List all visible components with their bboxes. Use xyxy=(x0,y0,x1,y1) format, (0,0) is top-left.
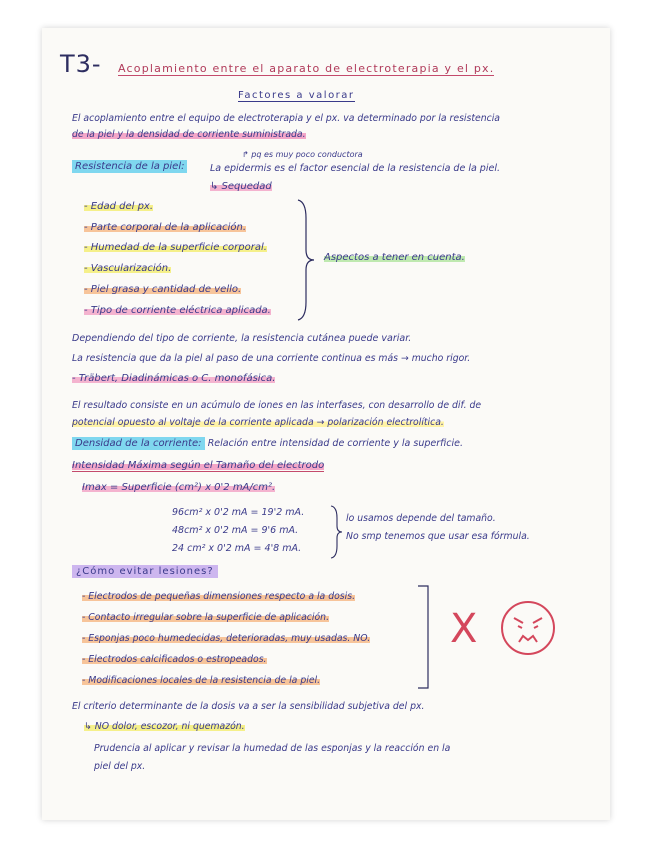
intensidad-formula: Imax = Superficie (cm²) x 0'2 mA/cm². xyxy=(82,482,276,493)
factors-note-text: Aspectos a tener en cuenta. xyxy=(324,252,465,263)
factor-item xyxy=(84,201,153,212)
title-row xyxy=(60,50,102,78)
resistencia-note-text: ↱ pq es muy poco conductora xyxy=(242,150,363,159)
lesiones-bracket xyxy=(414,584,436,690)
intro-text-2: de la piel y la densidad de corriente suministrada. xyxy=(72,129,306,140)
factor-item xyxy=(84,263,171,274)
lesion-item xyxy=(82,675,320,686)
calc-line xyxy=(172,507,304,518)
sequedad-row xyxy=(210,181,272,192)
dependiendo-line-1 xyxy=(72,333,411,344)
resistencia-text-row xyxy=(210,163,500,174)
lesion-item xyxy=(82,591,355,602)
calc-line xyxy=(172,543,301,554)
page-subtitle: Factores a valorar xyxy=(238,90,355,101)
resultado-text-2: potencial opuesto al voltaje de la corriente aplicada → polarización electrolítica. xyxy=(72,417,444,428)
title-text-wrap xyxy=(118,62,494,76)
dependiendo-text-1: Dependiendo del tipo de corriente, la resistencia cutánea puede variar. xyxy=(72,333,412,344)
lesion-item xyxy=(82,612,329,623)
lesion-item xyxy=(82,633,370,644)
intro-text-1: El acoplamiento entre el equipo de electroterapia y el px. va determinado por la resistencia xyxy=(72,113,500,124)
intensidad-formula-row xyxy=(82,482,275,493)
factor-text: - Tipo de corriente eléctrica aplicada. xyxy=(84,305,271,316)
factor-item xyxy=(84,222,246,233)
lesiones-x-text: X xyxy=(450,606,478,652)
factor-text: - Vascularización. xyxy=(84,263,172,274)
lesion-text: - Esponjas poco humedecidas, deterioradas, muy usadas. NO. xyxy=(82,633,371,644)
factor-text: - Edad del px. xyxy=(84,201,154,212)
lesion-text: - Contacto irregular sobre la superficie de aplicación. xyxy=(82,612,330,623)
calcs-note-2 xyxy=(346,531,530,542)
intro-line-2 xyxy=(72,129,306,140)
intensidad-heading: Intensidad Máxima según el Tamaño del electrodo xyxy=(72,460,325,471)
footer-line-2 xyxy=(84,721,245,732)
calc-text: 96cm² x 0'2 mA = 19'2 mA. xyxy=(172,507,305,518)
sequedad-text: ↳ Sequedad xyxy=(210,181,272,192)
lesion-text: - Modificaciones locales de la resistencia de la piel. xyxy=(82,675,321,686)
calcs-note-text-1: lo usamos depende del tamaño. xyxy=(346,513,496,524)
calcs-note-1 xyxy=(346,513,496,524)
factor-item xyxy=(84,242,267,253)
calcs-note-text-2: No smp tenemos que usar esa fórmula. xyxy=(346,531,530,542)
dependiendo-text-3: - Träbert, Diadinámicas o C. monofásica. xyxy=(72,373,276,384)
footer-text-1: El criterio determinante de la dosis va a ser la sensibilidad subjetiva del px. xyxy=(72,701,425,712)
resultado-line-2 xyxy=(72,417,444,428)
footer-text-4: piel del px. xyxy=(94,761,146,772)
calc-text: 24 cm² x 0'2 mA = 4'8 mA. xyxy=(172,543,302,554)
lesiones-heading: ¿Cómo evitar lesiones? xyxy=(72,565,218,578)
resistencia-heading: Resistencia de la piel: xyxy=(72,160,187,173)
factor-item xyxy=(84,284,241,295)
footer-line-4 xyxy=(94,761,145,772)
factor-text: - Piel grasa y cantidad de vello. xyxy=(84,284,242,295)
lesiones-heading-wrap xyxy=(72,566,218,578)
page-title: Acoplamiento entre el aparato de electroterapia y el px. xyxy=(118,62,495,75)
dependiendo-line-3 xyxy=(72,373,275,384)
factor-item xyxy=(84,305,271,316)
title-number: T3- xyxy=(60,50,102,78)
dependiendo-text-2: La resistencia que da la piel al paso de una corriente continua es más → mucho rigor. xyxy=(72,353,471,364)
notebook-page xyxy=(42,28,610,820)
subtitle-wrap xyxy=(238,90,355,102)
factor-text: - Parte corporal de la aplicación. xyxy=(84,222,247,233)
footer-line-3 xyxy=(94,743,450,754)
angry-face-icon xyxy=(498,598,558,658)
resultado-line-1 xyxy=(72,400,481,411)
factor-text: - Humedad de la superficie corporal. xyxy=(84,242,267,253)
calcs-brace xyxy=(328,504,344,560)
resultado-text-1: El resultado consiste en un acúmulo de iones en las interfases, con desarrollo de dif. de xyxy=(72,400,482,411)
calc-text: 48cm² x 0'2 mA = 9'6 mA. xyxy=(172,525,299,536)
resistencia-note xyxy=(242,150,363,159)
factors-note xyxy=(324,252,465,263)
densidad-text: Relación entre intensidad de corriente y la superficie. xyxy=(207,438,463,449)
lesiones-x-mark xyxy=(450,606,477,652)
footer-text-2: ↳ NO dolor, escozor, ni quemazón. xyxy=(84,721,245,732)
lesion-text: - Electrodos de pequeñas dimensiones respecto a la dosis. xyxy=(82,591,356,602)
factors-brace xyxy=(292,198,322,322)
resistencia-text: La epidermis es el factor esencial de la resistencia de la piel. xyxy=(210,163,500,174)
calc-line xyxy=(172,525,298,536)
intro-line-1 xyxy=(72,113,500,124)
densidad-heading: Densidad de la corriente: xyxy=(72,437,205,450)
intensidad-heading-wrap xyxy=(72,460,324,472)
lesion-item xyxy=(82,654,267,665)
resistencia-row xyxy=(72,161,187,172)
footer-text-3: Prudencia al aplicar y revisar la humedad de las esponjas y la reacción en la xyxy=(94,743,451,754)
footer-line-1 xyxy=(72,701,424,712)
densidad-row xyxy=(72,438,463,449)
dependiendo-line-2 xyxy=(72,353,470,364)
lesion-text: - Electrodos calcificados o estropeados. xyxy=(82,654,267,665)
